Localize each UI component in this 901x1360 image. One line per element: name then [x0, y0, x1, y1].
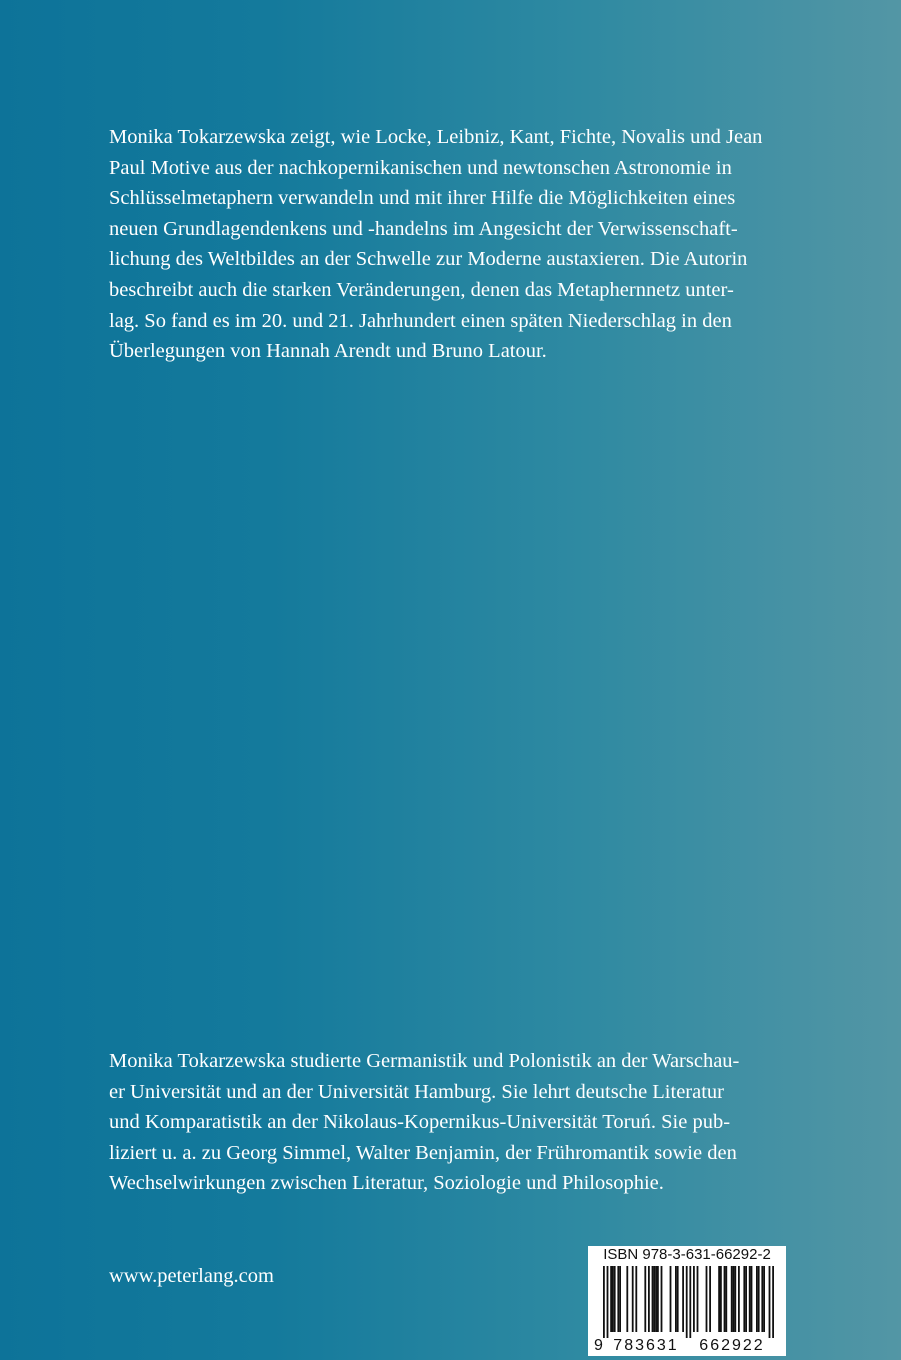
barcode-bar [655, 1266, 657, 1332]
barcode-bar [670, 1266, 672, 1332]
barcode-bar [652, 1266, 654, 1332]
barcode-bar [731, 1266, 733, 1332]
barcode-bar [657, 1266, 659, 1332]
barcode-bar [689, 1266, 691, 1338]
barcode-bar [758, 1266, 760, 1332]
barcode-bar [607, 1266, 609, 1338]
barcode-bar [725, 1266, 727, 1332]
barcode-bar [682, 1266, 684, 1332]
barcode-bar [751, 1266, 753, 1332]
barcode-bar [734, 1266, 736, 1332]
book-blurb: Monika Tokarzewska zeigt, wie Locke, Leibniz, Kant, Fichte, Novalis und Jean Paul Motive aus der nachkopernikanischen und newtonschen Astronomie in Schlüsselmetaphern verwandeln und mit ihrer Hilfe die Möglichkeiten eines neuen Grundlagendenkens und -handelns im Angesicht der Verwissenschaft- lichung des Weltbildes an der Schwelle zur Moderne austaxieren. Die Autorin beschreibt auch die starken Veränderungen, denen das Metaphernnetz unter- lag. So fand es im 20. und 21. Jahrhundert einen späten Niederschlag in den Überlegungen von Hannah Arendt und Bruno Latour. [109, 126, 763, 363]
barcode-bar [635, 1266, 637, 1332]
barcode-bar [763, 1266, 765, 1332]
barcode-bar [612, 1266, 614, 1332]
barcode-bar [718, 1266, 720, 1332]
barcode-bar [614, 1266, 616, 1332]
barcode-bar [653, 1266, 655, 1332]
isbn-barcode [588, 1246, 786, 1356]
publisher-website-link[interactable]: www.peterlang.com [109, 1265, 274, 1287]
barcode-bar [756, 1266, 758, 1332]
author-bio: Monika Tokarzewska studierte Germanistik und Polonistik an der Warschau- er Universität und an der Universität Hamburg. Sie lehrt deutsche Literatur und Komparatistik an der Nikolaus-Kopernikus-Universität Toruń. Sie pub- liziert u. a. zu Georg Simmel, Walter Benjamin, der Frühromantik sowie den Wechselwirkungen zwischen Literatur, Soziologie und Philosophie. [109, 1050, 740, 1195]
barcode-bar [769, 1266, 771, 1338]
barcode-bar [632, 1266, 634, 1332]
isbn-label: ISBN 978-3-631-66292-2 [603, 1246, 771, 1263]
barcode-bar [610, 1266, 612, 1332]
barcode-bar [648, 1266, 650, 1332]
barcode-bars [603, 1266, 774, 1338]
barcode-bar [686, 1266, 688, 1338]
barcode-bar [724, 1266, 726, 1332]
barcode-bar [661, 1266, 663, 1332]
barcode-bar [761, 1266, 763, 1332]
barcode-bar [619, 1266, 621, 1332]
barcode-graphic [588, 1246, 786, 1356]
barcode-bar [738, 1266, 740, 1332]
barcode-bar [733, 1266, 735, 1332]
barcode-bar [677, 1266, 679, 1332]
barcode-bar [745, 1266, 747, 1332]
barcode-bar [743, 1266, 745, 1332]
barcode-bar [644, 1266, 646, 1332]
barcode-first-digit: 9 [594, 1337, 603, 1354]
barcode-bar [709, 1266, 711, 1332]
barcode-bar [749, 1266, 751, 1332]
barcode-bar [626, 1266, 628, 1332]
barcode-bar [697, 1266, 699, 1332]
barcode-bar [706, 1266, 708, 1332]
barcode-left-digits: 783631 [613, 1337, 679, 1354]
barcode-bar [772, 1266, 774, 1338]
barcode-bar [603, 1266, 605, 1338]
barcode-bar [675, 1266, 677, 1332]
barcode-bar [617, 1266, 619, 1332]
barcode-bar [720, 1266, 722, 1332]
barcode-right-digits: 662922 [699, 1337, 765, 1354]
barcode-bar [693, 1266, 695, 1332]
